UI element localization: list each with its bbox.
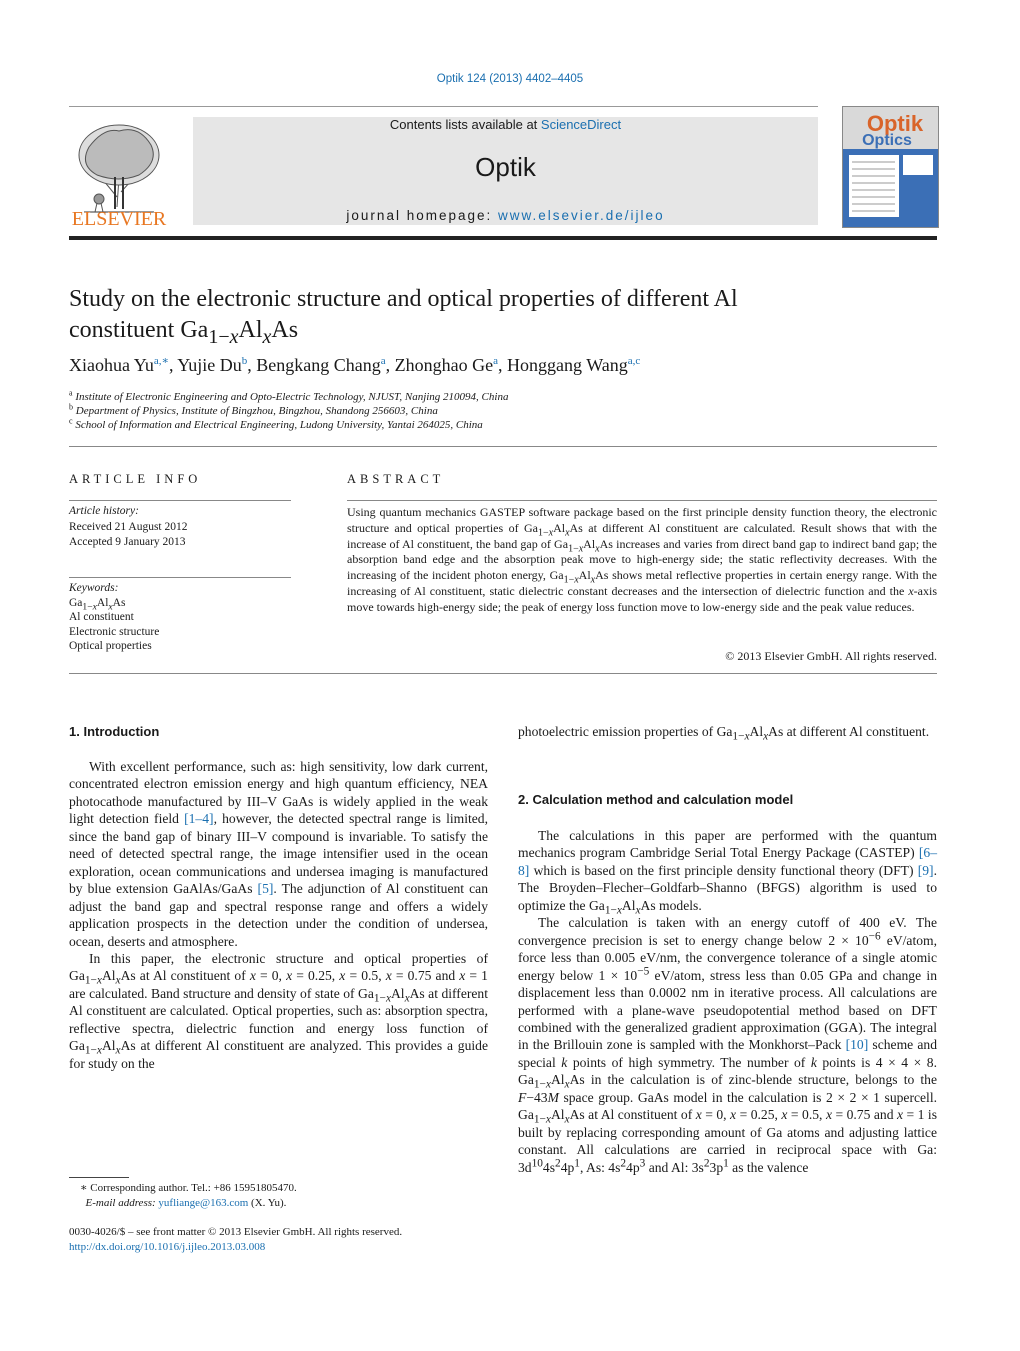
citation-link[interactable]: [10] xyxy=(845,1037,869,1053)
author[interactable]: Honggang Wang xyxy=(507,355,628,375)
abstract-text: Using quantum mechanics GASTEP software package based on the first principle density function theory, the electronic structure and optical properties of $Ga_{1-x}Al_xAs$ at different Al constituent are calculated. Result shows that with the increase of Al constituent, the band gap of $Ga_{1-x}Al_xAs$ increases and varies from direct band gap to indirect band gap; the absorption band edge and the absorption peak move to high-energy side; the static reflectivity decreases. With the increasing of the incident photon energy, $Ga_{1-x}Al_xAs$ shows metal reflective properties in certain energy range. With the increasing of Al constituent, static dielectric constant decreases and the intersection of dielectric function and the x-axis move towards high-energy side; the peak of energy loss function move to low-energy side and the peak value reduces. xyxy=(347,505,938,614)
affiliation: $^b$ Department of Physics, Institute of Bingzhou, Bingzhou, Shandong 256603, China xyxy=(69,402,438,417)
affiliations xyxy=(69,390,937,432)
journal-citation[interactable]: Optik 124 (2013) 4402–4405 xyxy=(436,73,584,85)
keyword: $Ga_{1-x}Al_xAs$ xyxy=(69,596,126,612)
keyword: Electronic structure xyxy=(69,625,160,638)
header-top-rule xyxy=(69,106,818,107)
abstract-heading: ABSTRACT xyxy=(347,472,445,486)
footnote-rule xyxy=(69,1177,129,1178)
affiliation: $^a$ Institute of Electronic Engineering and Opto-Electric Technology, NJUST, Nanjing 210094, China xyxy=(69,388,509,403)
citation-link[interactable]: [9] xyxy=(917,862,934,878)
keyword: Optical properties xyxy=(69,640,152,652)
divider xyxy=(69,673,937,674)
divider xyxy=(347,500,937,501)
introduction-body: With excellent performance, such as: high sensitivity, low dark current, concentrated electron emission energy and high quantum efficiency, NEA photocathode manufactured by III–V GaAs is widely applied in the weak light detection field [1–4], however, the detected spectral range is limited, since the band gap of binary III–V compound is invariable. To satisfy the need of detected spectral range, the image intensifier used in the ocean exploration, ocean communications and undersea imaging is manufactured by blue extension GaAlAs/GaAs [5]. The adjunction of Al constituent can adjust the band gap and spectral response range and offers a widely application prospects in the detection under the condition of undersea, ocean, deserts and atmosphere. In this paper, the electronic structure and optical properties of $Ga_{1-x}Al_xAs$ at Al constituent of x = 0, x = 0.25, x = 0.5, x = 0.75 and x = 1 are calculated. Band structure and density of state of $Ga_{1-x}Al_xAs$ at different Al constituent are calculated. Optical properties, such as: absorption spectra, reflective spectra, dielectric function and energy loss function of $Ga_{1-x}Al_xAs$ at different Al constituent are analyzed. This provides a guide for study on the xyxy=(69,759,488,1071)
corresponding-author-footnote: ∗ Corresponding author. Tel.: +86 15951805470. E-mail address: yufliange@163.com (X. Yu). xyxy=(69,1182,297,1209)
author[interactable]: Xiaohua Yu xyxy=(69,355,154,375)
citation-link[interactable]: [5] xyxy=(257,881,274,897)
author[interactable]: Yujie Du xyxy=(177,355,242,375)
journal-cover-image xyxy=(842,106,939,228)
email-link[interactable]: yufliange@163.com xyxy=(158,1196,249,1209)
citation-link[interactable]: [1–4] xyxy=(184,811,214,827)
header-bottom-rule xyxy=(69,236,937,240)
author-list: Xiaohua $Yu^{a,∗}$, Yujie Du$^b$, Bengkang Chang$^a$, Zhonghao Ge$^a$, Honggang Wang$^{a,c}$ xyxy=(69,355,641,375)
divider xyxy=(69,577,291,578)
cover-title-optik: Optik xyxy=(866,111,924,136)
contents-available: Contents lists available at ScienceDirect xyxy=(389,117,622,132)
affiliation: $^c$ School of Information and Electrical Engineering, Ludong University, Yantai 264025, China xyxy=(69,416,483,431)
author[interactable]: Bengkang Chang xyxy=(256,355,381,375)
calculation-body: The calculations in this paper are performed with the quantum mechanics program Cambridge Serial Total Energy Package (CASTEP) [6–8] which is based on the first principle density functional theory (DFT) [9]. The Broyden–Flecher–Goldfarb–Shanno (BFGS) algorithm is used to optimize the $Ga_{1-x}Al_xAs$ models. The calculation is taken with an energy cutoff of 400 eV. The convergence precision is set to energy change below $2 \times 10^{-6}$ eV/atom, force less than 0.005 eV/nm, the convergence tolerance of a single atomic energy below $1 \times 10^{-5}$ eV/atom, stress less than 0.05 GPa and change in displacement less than 0.0002 nm in iterative process. All calculations are performed with a plane-wave pseudopotential method based on DFT combined with the generalized gradient approximation (GGA). The integral in the Brillouin zone is sampled with the Monkhorst–Pack [10] scheme and special k points of high symmetry. The number of k points is 4 × 4 × 8. $Ga_{1-x}Al_xAs$ in the calculation is of zinc-blende structure, belongs to the F−43M space group. GaAs model in the calculation is 2 × 2 × 1 supercell. $Ga_{1-x}Al_xAs$ at Al constituent of x = 0, x = 0.25, x = 0.5, x = 0.75 and x = 1 is built by replacing corresponding amount of Ga atoms and adjusting lattice constant. All calculations are carried in reciprocal space with Ga: $3d^{10}4s^24p^1$, As: $4s^24p^3$ and Al: $3s^23p^1$ as the valence xyxy=(518,828,938,1175)
keywords: Keywords: $Ga_{1-x}Al_xAs$ Al constituent Electronic structure Optical properties xyxy=(69,582,160,652)
doi-link[interactable]: http://dx.doi.org/10.1016/j.ijleo.2013.03.008 xyxy=(69,1241,266,1253)
article-history: Article history: Received 21 August 2012 Accepted 9 January 2013 xyxy=(69,505,188,548)
homepage-link[interactable]: www.elsevier.de/ijleo xyxy=(498,208,665,223)
elsevier-wordmark: ELSEVIER xyxy=(71,208,167,230)
introduction-body-continued: photoelectric emission properties of $Ga_{1-x}Al_xAs$ at different Al constituent. xyxy=(518,724,930,743)
journal-homepage: journal homepage: www.elsevier.de/ijleo xyxy=(346,208,665,223)
article-title: Study on the electronic structure and optical properties of different Al constituent $Ga_{1-x}Al_xAs$ xyxy=(69,286,738,348)
divider xyxy=(69,446,937,447)
keyword: Al constituent xyxy=(69,611,134,623)
author[interactable]: Zhonghao Ge xyxy=(394,355,494,375)
divider xyxy=(69,500,291,501)
issn-info: 0030-4026/$ – see front matter © 2013 Elsevier GmbH. All rights reserved. http://dx.doi.org/10.1016/j.ijleo.2013.03.008 xyxy=(69,1225,509,1255)
section-heading-calculation: 2. Calculation method and calculation model xyxy=(518,792,794,807)
citation-link[interactable]: [6–8] xyxy=(518,845,937,878)
article-info-heading: ARTICLE INFO xyxy=(69,472,202,486)
cover-title-optics: Optics xyxy=(862,132,912,149)
journal-title: Optik xyxy=(475,152,536,182)
abstract-copyright: © 2013 Elsevier GmbH. All rights reserved. xyxy=(725,649,937,663)
sciencedirect-link[interactable]: ScienceDirect xyxy=(540,117,622,132)
section-heading-introduction: 1. Introduction xyxy=(69,724,160,739)
